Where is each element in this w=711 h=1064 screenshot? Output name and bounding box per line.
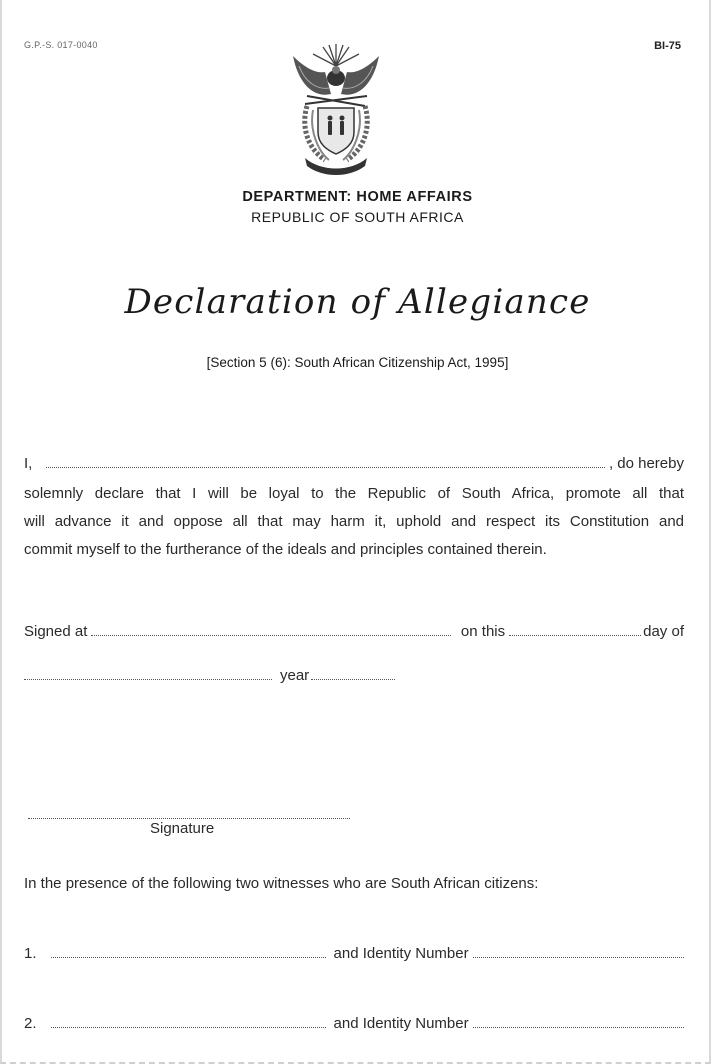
witness-number: 2. (24, 1015, 37, 1032)
form-number: BI-75 (654, 40, 681, 52)
on-this-label: on this (460, 623, 506, 640)
declaration-prefix: I, (24, 455, 33, 472)
declaration-line-4: commit myself to the furtherance of the ideals and principles contained therein. (24, 541, 547, 558)
witness-1-id-field[interactable] (473, 946, 684, 958)
declaration-line-3: will advance it and oppose all that may harm it, uphold and respect its Constitution and (24, 513, 684, 530)
identity-number-label: and Identity Number (333, 1015, 469, 1032)
declarant-name-field[interactable] (46, 456, 605, 468)
year-field[interactable] (311, 668, 395, 680)
day-of-label: day of (643, 623, 684, 640)
reference-code: G.P.-S. 017-0040 (24, 40, 98, 50)
signature-field[interactable] (28, 808, 350, 819)
signed-at-field[interactable] (91, 624, 451, 636)
department-name: DEPARTMENT: HOME AFFAIRS (242, 189, 473, 205)
identity-number-label: and Identity Number (333, 945, 469, 962)
signed-at-line (24, 623, 684, 640)
witness-2-name-field[interactable] (51, 1016, 326, 1028)
witness-intro: In the presence of the following two witnesses who are South African citizens: (24, 875, 539, 892)
coat-of-arms-icon (285, 36, 387, 176)
act-reference: [Section 5 (6): South African Citizenship Act, 1995] (206, 355, 509, 370)
year-line (24, 667, 404, 684)
month-field[interactable] (24, 668, 272, 680)
signature-label: Signature (150, 820, 215, 837)
witness-row (24, 945, 684, 962)
witness-row (24, 1015, 684, 1032)
signed-at-label: Signed at (24, 623, 88, 640)
day-field[interactable] (509, 624, 641, 636)
document-title: Declaration of Allegiance (124, 282, 591, 322)
republic-name: REPUBLIC OF SOUTH AFRICA (251, 209, 464, 225)
declaration-line-2: solemnly declare that I will be loyal to the Republic of South Africa, promote all that (24, 485, 684, 502)
declaration-line-1 (24, 455, 684, 472)
declaration-suffix: , do hereby (608, 455, 684, 472)
witness-1-name-field[interactable] (51, 946, 326, 958)
witness-number: 1. (24, 945, 37, 962)
witness-2-id-field[interactable] (473, 1016, 684, 1028)
year-label: year (280, 667, 310, 684)
